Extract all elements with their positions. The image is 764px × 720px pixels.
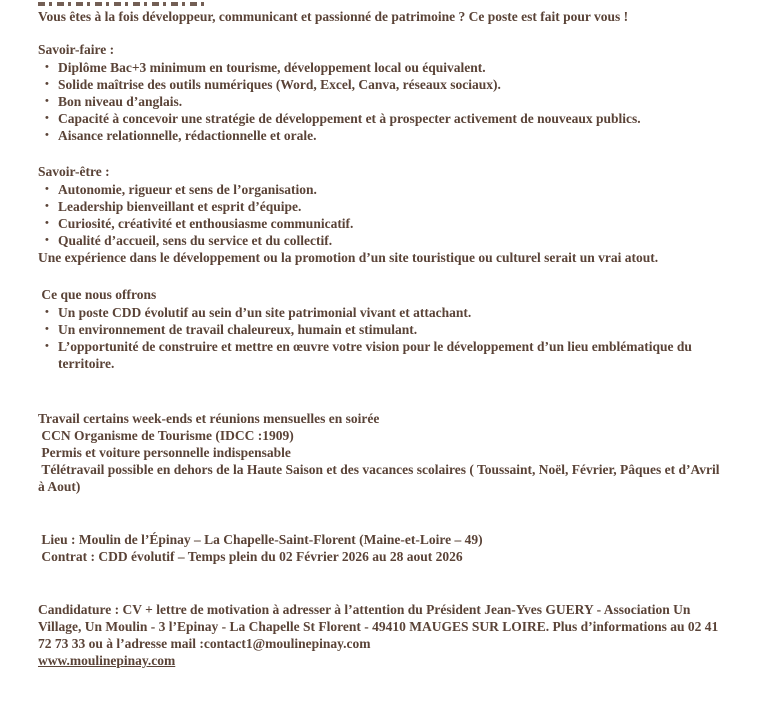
conditions-line-ccn: CCN Organisme de Tourisme (IDCC :1909): [38, 428, 294, 443]
experience-note: Une expérience dans le développement ou la promotion d’un site touristique ou culturel serait un vrai atout.: [38, 250, 659, 265]
list-item: • L’opportunité de construire et mettre en œuvre votre vision pour le développement d’un lieu emblématique du territoire.: [38, 338, 722, 372]
list-item: • Solide maîtrise des outils numériques (Word, Excel, Canva, réseaux sociaux).: [38, 76, 722, 93]
section-heading-savoir-faire: Savoir-faire :: [38, 42, 115, 57]
website-link[interactable]: www.moulinepinay.com: [38, 653, 176, 668]
conditions-line-weekends: Travail certains week-ends et réunions mensuelles en soirée: [38, 411, 380, 426]
list-item: • Curiosité, créativité et enthousiasme communicatif.: [38, 215, 722, 232]
section-heading-offer: Ce que nous offrons: [38, 287, 157, 302]
application-paragraph: Candidature : CV + lettre de motivation à adresser à l’attention du Président Jean-Yves GUERY - Association Un Village, Un Moulin - 3 l’Epinay - La Chapelle St Florent - 49410 MAUGES SUR LOIRE. Plus d’informations au 02 41 72 73 33 ou à l’adresse mail :contact1@moulinepinay.com: [38, 602, 722, 651]
list-item: • Capacité à concevoir une stratégie de développement et à prospecter activement de nouveaux publics.: [38, 110, 722, 127]
list-item: • Aisance relationnelle, rédactionnelle et orale.: [38, 127, 722, 144]
savoir-etre-list: [38, 181, 722, 249]
list-item: • Leadership bienveillant et esprit d’équipe.: [38, 198, 722, 215]
list-item: • Autonomie, rigueur et sens de l’organisation.: [38, 181, 722, 198]
intro-paragraph: Vous êtes à la fois développeur, communicant et passionné de patrimoine ? Ce poste est fait pour vous !: [38, 9, 629, 24]
clipped-text-remnant: [38, 2, 208, 6]
list-item: • Diplôme Bac+3 minimum en tourisme, développement local ou équivalent.: [38, 59, 722, 76]
section-heading-savoir-etre: Savoir-être :: [38, 164, 110, 179]
conditions-line-permis: Permis et voiture personnelle indispensable: [38, 445, 291, 460]
list-item: • Bon niveau d’anglais.: [38, 93, 722, 110]
list-item: • Un poste CDD évolutif au sein d’un site patrimonial vivant et attachant.: [38, 304, 722, 321]
offer-list: [38, 304, 722, 372]
savoir-faire-list: [38, 59, 722, 144]
detail-lieu: Lieu : Moulin de l’Épinay – La Chapelle-Saint-Florent (Maine-et-Loire – 49): [38, 532, 483, 547]
conditions-line-teletravail: Télétravail possible en dehors de la Haute Saison et des vacances scolaires ( Toussaint, Noël, Février, Pâques et d’Avril à Aout): [38, 462, 723, 494]
detail-contrat: Contrat : CDD évolutif – Temps plein du 02 Février 2026 au 28 aout 2026: [38, 549, 463, 564]
list-item: • Qualité d’accueil, sens du service et du collectif.: [38, 232, 722, 249]
list-item: • Un environnement de travail chaleureux, humain et stimulant.: [38, 321, 722, 338]
